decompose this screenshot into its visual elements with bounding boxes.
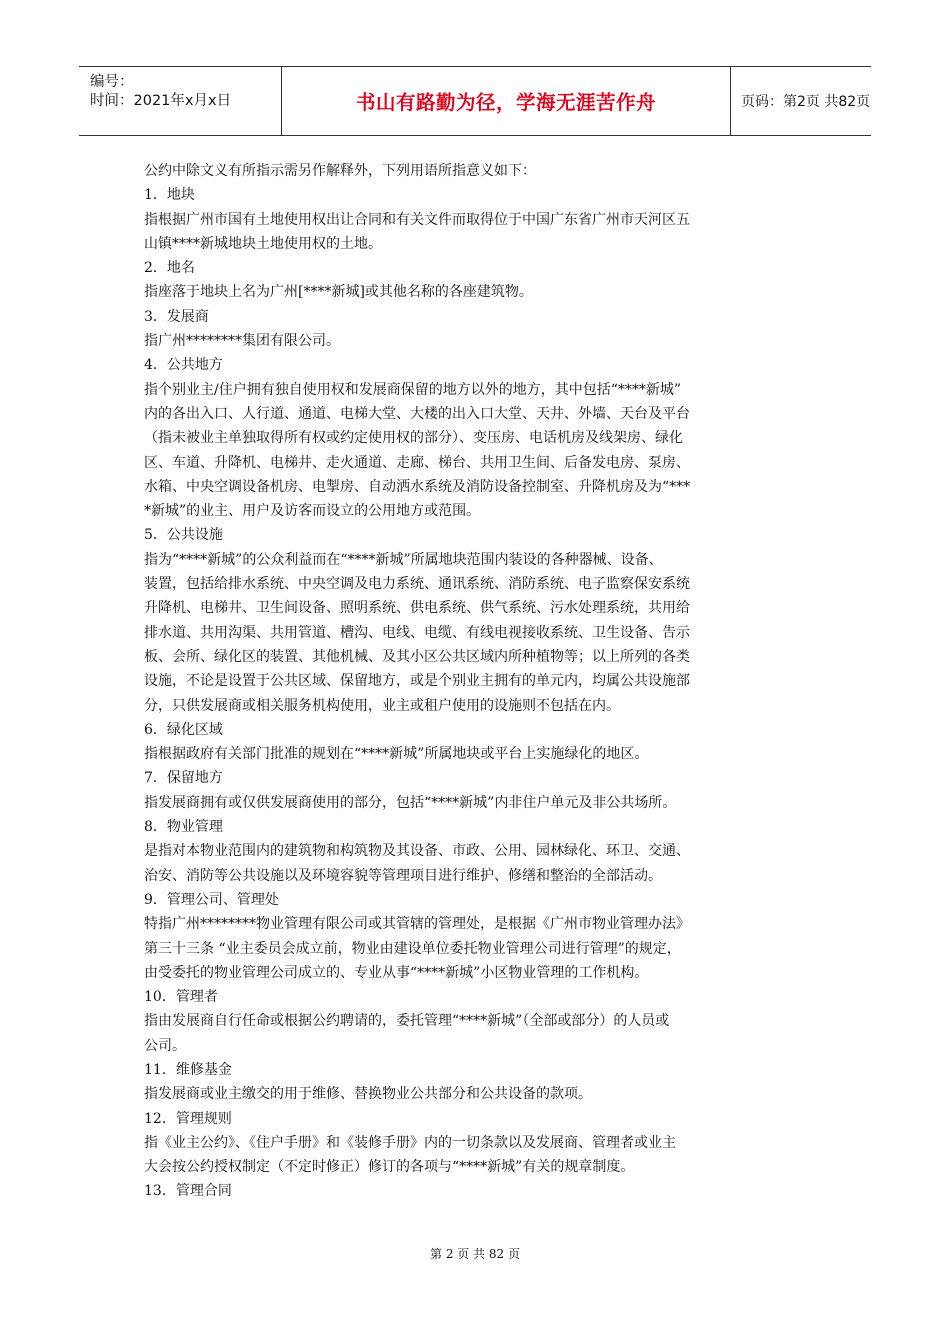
document-body xyxy=(144,159,814,1204)
text-line: 升降机、电梯井、卫生间设备、照明系统、供电系统、供气系统、污水处理系统，共用给 xyxy=(144,600,690,617)
text-line: 由受委托的物业管理公司成立的、专业从事“****新城”小区物业管理的工作机构。 xyxy=(144,964,649,981)
section-heading: 7．保留地方 xyxy=(144,770,223,787)
document-number-label: 编号： xyxy=(90,74,134,90)
section-heading: 6．绿化区域 xyxy=(144,721,223,738)
section-heading: 1．地块 xyxy=(144,187,195,204)
text-line: 指发展商或业主缴交的用于维修、替换物业公共部分和公共设备的款项。 xyxy=(144,1086,592,1103)
text-line: 内的各出入口、人行道、通道、电梯大堂、大楼的出入口大堂、天井、外墙、天台及平台 xyxy=(144,405,690,422)
text-line: 指由发展商自行任命或根据公约聘请的，委托管理“****新城”（全部或部分）的人员或 xyxy=(144,1013,670,1030)
section-heading: 3．发展商 xyxy=(144,308,209,325)
section-heading: 13．管理合同 xyxy=(144,1183,232,1200)
text-line: 公司。 xyxy=(144,1037,186,1054)
text-line: 设施，不论是设置于公共区域、保留地方，或是个别业主拥有的单元内，均属公共设施部 xyxy=(144,673,690,690)
text-line: 排水道、共用沟渠、共用管道、槽沟、电线、电缆、有线电视接收系统、卫生设备、告示 xyxy=(144,624,690,641)
text-line: 山镇****新城地块土地使用权的土地。 xyxy=(144,235,382,252)
header-page-info: 页码：第2页 共82页 xyxy=(741,94,871,110)
text-line: 板、会所、绿化区的装置、其他机械、及其小区公共区域内所种植物等；以上所列的各类 xyxy=(144,648,690,665)
text-line: 大会按公约授权制定（不定时修正）修订的各项与“****新城”有关的规章制度。 xyxy=(144,1159,635,1176)
text-line: 指个别业主/住户拥有独自使用权和发展商保留的地方以外的地方，其中包括“****新城” xyxy=(144,381,682,398)
section-heading: 10．管理者 xyxy=(144,989,218,1006)
section-heading: 8．物业管理 xyxy=(144,819,223,836)
text-line: 特指广州********物业管理有限公司或其管辖的管理处，是根据《广州市物业管理办法》 xyxy=(144,916,690,933)
page-header xyxy=(79,66,871,136)
section-heading: 2．地名 xyxy=(144,260,195,277)
text-line: 指《业主公约》、《住户手册》和《装修手册》内的一切条款以及发展商、管理者或业主 xyxy=(144,1134,676,1151)
section-heading: 9．管理公司、管理处 xyxy=(144,891,279,908)
text-line: 装置，包括给排水系统、中央空调及电力系统、通讯系统、消防系统、电子监察保安系统 xyxy=(144,576,690,593)
section-heading: 12．管理规则 xyxy=(144,1110,232,1127)
header-motto: 书山有路勤为径，学海无涯苦作舟 xyxy=(355,91,656,114)
section-heading: 5．公共设施 xyxy=(144,527,223,544)
text-line: 指发展商拥有或仅供发展商使用的部分，包括“****新城”内非住户单元及非公共场所。 xyxy=(144,794,677,811)
text-line: 指根据广州市国有土地使用权出让合同和有关文件而取得位于中国广东省广州市天河区五 xyxy=(144,211,690,228)
text-line: 是指对本物业范围内的建筑物和构筑物及其设备、市政、公用、园林绿化、环卫、交通、 xyxy=(144,843,690,860)
text-line: 分，只供发展商或相关服务机构使用，业主或租户使用的设施则不包括在内。 xyxy=(144,697,620,714)
text-line: （指未被业主单独取得所有权或约定使用权的部分）、变压房、电话机房及线架房、绿化 xyxy=(144,430,683,447)
text-line: *新城”的业主、用户及访客而设立的公用地方或范围。 xyxy=(144,503,481,520)
text-line: 第三十三条 “业主委员会成立前，物业由建设单位委托物业管理公司进行管理”的规定， xyxy=(144,940,681,957)
text-line: 水箱、中央空调设备机房、电掣房、自动洒水系统及消防设备控制室、升降机房及为“*** xyxy=(144,478,691,495)
text-line: 指根据政府有关部门批准的规划在“****新城”所属地块或平台上实施绿化的地区。 xyxy=(144,746,649,763)
text-line: 区、车道、升降机、电梯井、走火通道、走廊、梯台、共用卫生间、后备发电房、泵房、 xyxy=(144,454,690,471)
text-line: 治安、消防等公共设施以及环境容貌等管理项目进行维护、修缮和整治的全部活动。 xyxy=(144,867,662,884)
text-line: 指为“****新城”的公众利益而在“****新城”所属地块范围内装设的各种器械、设备、 xyxy=(144,551,663,568)
header-meta xyxy=(79,67,282,135)
document-date: 时间：2021年x月x日 xyxy=(90,93,232,109)
page-footer: 第 2 页 共 82 页 xyxy=(430,1247,520,1261)
text-line: 公约中除文义有所指示需另作解释外，下列用语所指意义如下： xyxy=(144,163,536,179)
section-heading: 11．维修基金 xyxy=(144,1061,232,1078)
section-heading: 4．公共地方 xyxy=(144,357,223,374)
text-line: 指座落于地块上名为广州[****新城]或其他名称的各座建筑物。 xyxy=(144,284,533,301)
text-line: 指广州********集团有限公司。 xyxy=(144,333,340,350)
header-motto-cell xyxy=(282,67,731,135)
